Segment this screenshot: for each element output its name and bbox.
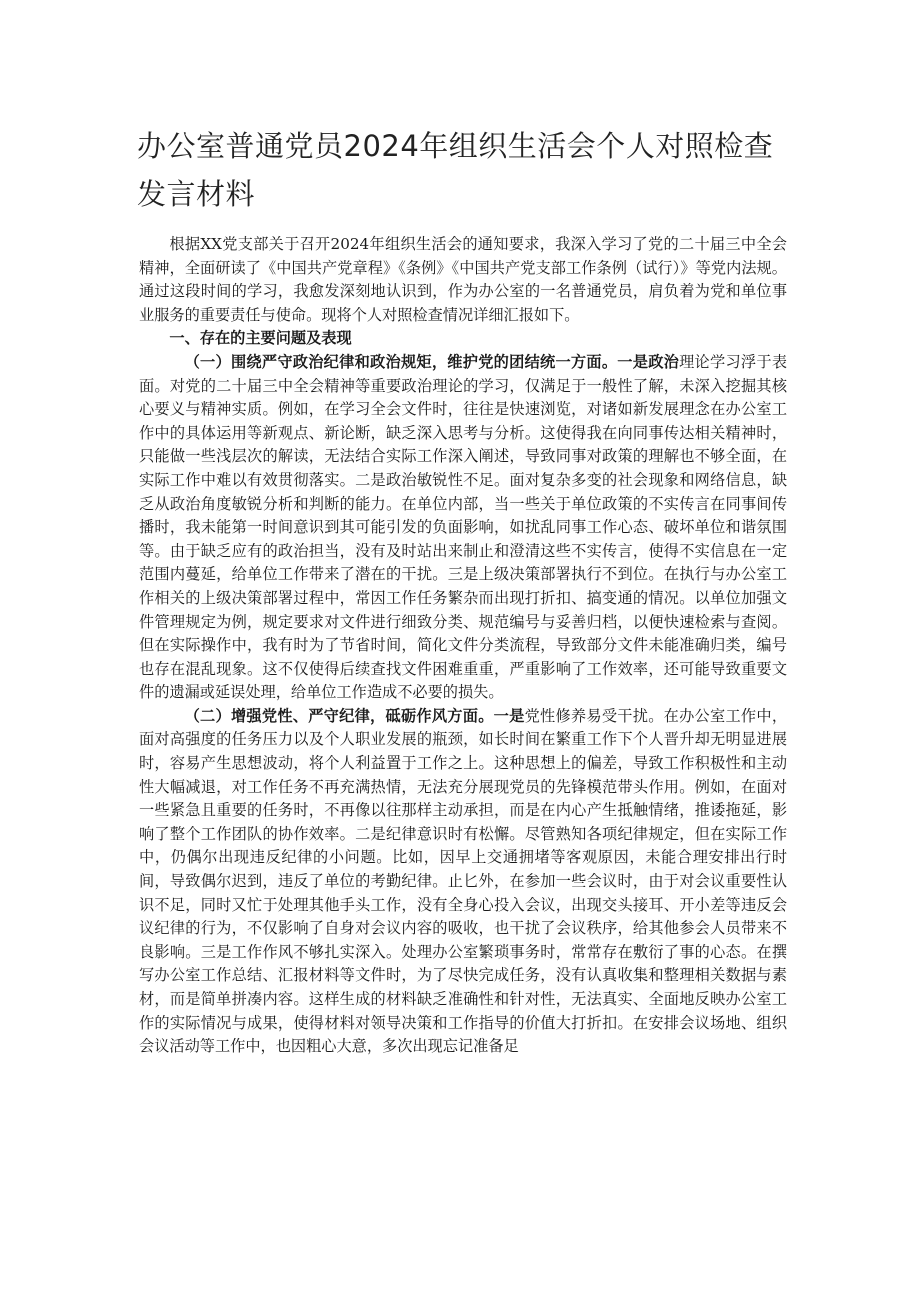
subsection-2-lead: 一是	[493, 706, 525, 725]
section-heading: 一、存在的主要问题及表现	[169, 329, 352, 348]
document-body	[139, 233, 787, 1059]
subsection-1-paragraph	[139, 351, 787, 705]
intro-paragraph: 根据XX党支部关于召开2024年组织生活会的通知要求，我深入学习了党的二十届三中全会精神，全面研读了《中国共产党章程》《条例》《中国共产党支部工作条例（试行）》等党内法规。通过这段时间的学习，我愈发深刻地认识到，作为办公室的一名普通党员，肩负着为党和单位事业服务的重要责任与使命。现将个人对照检查情况详细汇报如下。	[139, 235, 787, 324]
subsection-1-text: 理论学习浮于表面。对党的二十届三中全会精神等重要政治理论的学习，仅满足于一般性了解，未深入挖掘其核心要义与精神实质。例如，在学习全会文件时，往往是快速浏览，对诸如新发展理念在办公室工作中的具体运用等新观点、新论断，缺乏深入思考与分析。这使得我在向同事传达相关精神时，只能做一些浅层次的解读，无法结合实际工作深入阐述，导致同事对政策的理解也不够全面，在实际工作中难以有效贯彻落实。二是政治敏锐性不足。面对复杂多变的社会现象和网络信息，缺乏从政治角度敏锐分析和判断的能力。在单位内部，当一些关于单位政策的不实传言在同事间传播时，我未能第一时间意识到其可能引发的负面影响，如扰乱同事工作心态、破坏单位和谐氛围等。由于缺乏应有的政治担当，没有及时站出来制止和澄清这些不实传言，使得不实信息在一定范围内蔓延，给单位工作带来了潜在的干扰。三是上级决策部署执行不到位。在执行与办公室工作相关的上级决策部署过程中，常因工作任务繁杂而出现打折扣、搞变通的情况。以单位加强文件管理规定为例，规定要求对文件进行细致分类、规范编号与妥善归档，以便快速检索与查阅。但在实际操作中，我有时为了节省时间，简化文件分类流程，导致部分文件未能准确归类，编号也存在混乱现象。这不仅使得后续查找文件困难重重，严重影响了工作效率，还可能导致重要文件的遗漏或延误处理，给单位工作造成不必要的损失。	[139, 352, 787, 702]
subsection-2-paragraph	[139, 705, 787, 1059]
subsection-2-text: 党性修养易受干扰。在办公室工作中，面对高强度的任务压力以及个人职业发展的瓶颈，如长时间在繁重工作下个人晋升却无明显进展时，容易产生思想波动，将个人利益置于工作之上。这种思想上的偏差，导致工作积极性和主动性大幅减退，对工作任务不再充满热情，无法充分展现党员的先锋模范带头作用。例如，在面对一些紧急且重要的任务时，不再像以往那样主动承担，而是在内心产生抵触情绪，推诿拖延，影响了整个工作团队的协作效率。二是纪律意识时有松懈。尽管熟知各项纪律规定，但在实际工作中，仍偶尔出现违反纪律的小问题。比如，因早上交通拥堵等客观原因，未能合理安排出行时间，导致偶尔迟到，违反了单位的考勤纪律。止匕外，在参加一些会议时，由于对会议重要性认识不足，同时又忙于处理其他手头工作，没有全身心投入会议，出现交头接耳、开小差等违反会议纪律的行为，不仅影响了自身对会议内容的吸收，也干扰了会议秩序，给其他参会人员带来不良影响。三是工作作风不够扎实深入。处理办公室繁琐事务时，常常存在敷衍了事的心态。在撰写办公室工作总结、汇报材料等文件时，为了尽快完成任务，没有认真收集和整理相关数据与素材，而是简单拼凑内容。这样生成的材料缺乏准确性和针对性，无法真实、全面地反映办公室工作的实际情况与成果，使得材料对领导决策和工作指导的价值大打折扣。在安排会议场地、组织会议活动等工作中，也因粗心大意，多次出现忘记准备足	[139, 706, 787, 1056]
subsection-1-lead: 一是政治	[617, 352, 680, 371]
document-title: 办公室普通党员2024年组织生活会个人对照检查发言材料	[137, 129, 774, 211]
subsection-2-heading: （二）增强党性、严守纪律，砥砺作风方面。	[184, 706, 494, 725]
subsection-1-heading: （一）围绕严守政治纪律和政治规矩，维护党的团结统一方面。	[184, 352, 618, 371]
